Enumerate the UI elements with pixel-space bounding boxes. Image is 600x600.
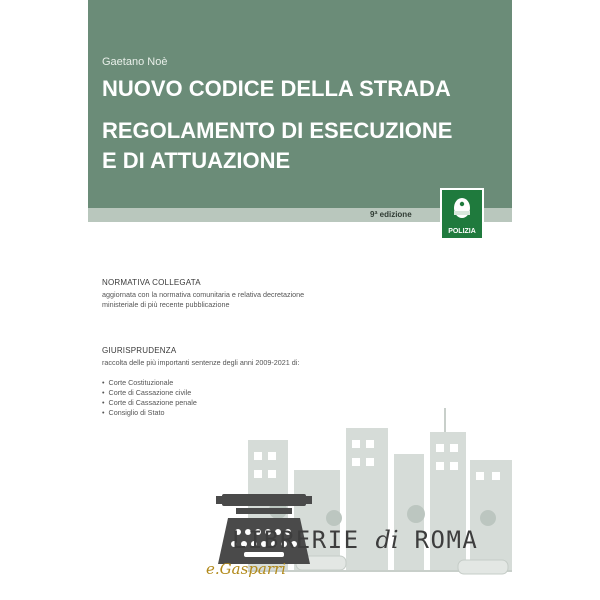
cover-header xyxy=(88,0,512,208)
normativa-heading: NORMATIVA COLLEGATA xyxy=(102,278,201,287)
normativa-text-line1: aggiornata con la normativa comunitaria e relativa decretazione xyxy=(102,290,305,299)
giurisprudenza-text: raccolta delle più importanti sentenze degli anni 2009-2021 di: xyxy=(102,358,300,367)
title-subtitle-line2: E DI ATTUAZIONE xyxy=(102,148,291,173)
author-name: Gaetano Noè xyxy=(102,56,168,68)
publisher-signature: e.Gasparri xyxy=(206,560,286,578)
edition-label: 9ª edizione xyxy=(370,210,412,219)
watermark-text-italic: di xyxy=(375,526,399,554)
normativa-text-line2: ministeriale di più recente pubblicazione xyxy=(102,300,230,309)
list-item: • Corte Costituzionale xyxy=(102,378,197,388)
title-main: NUOVO CODICE DELLA STRADA xyxy=(102,76,451,101)
list-item: • Corte di Cassazione penale xyxy=(102,398,197,408)
police-badge-label: POLIZIA xyxy=(448,228,476,235)
police-badge xyxy=(440,188,484,240)
book-cover xyxy=(88,0,512,600)
bookstore-watermark xyxy=(232,526,478,554)
watermark-text-right: ROMA xyxy=(398,526,479,554)
giurisprudenza-heading: GIURISPRUDENZA xyxy=(102,346,177,355)
list-item: • Corte di Cassazione civile xyxy=(102,388,197,398)
watermark-text-left: LIBRERIE xyxy=(232,526,376,554)
police-helmet-icon xyxy=(450,195,474,223)
courts-list xyxy=(102,378,197,418)
list-item: • Consiglio di Stato xyxy=(102,408,197,418)
title-subtitle-line1: REGOLAMENTO DI ESECUZIONE xyxy=(102,118,453,143)
